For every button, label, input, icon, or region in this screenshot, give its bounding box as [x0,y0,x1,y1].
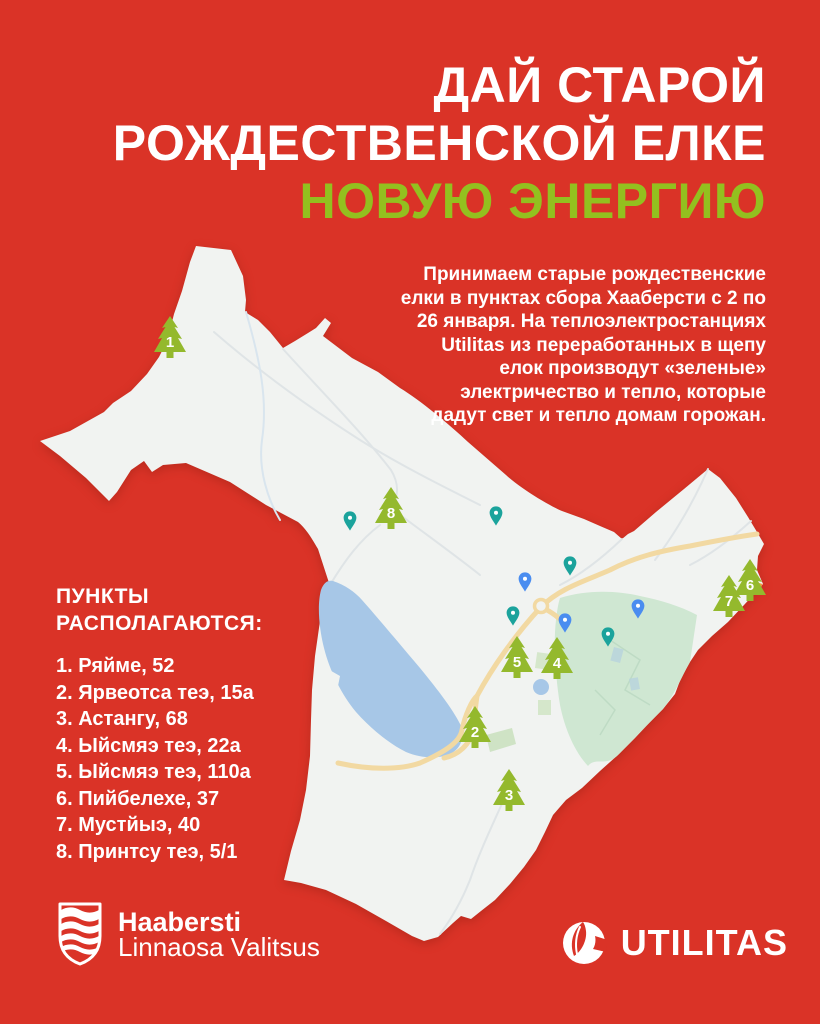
marker-number: 5 [512,654,522,671]
map-marker-tree-8 [373,486,409,530]
map-marker-tree-4 [539,636,575,680]
points-list [56,653,263,865]
map-marker-tree-1 [152,315,188,359]
district-subtitle: Linnaosa Valitsus [118,931,320,962]
district-logo-text [118,906,320,962]
marker-number: 3 [504,787,514,804]
haabersti-shield-icon [58,901,102,967]
intro-line: елки в пунктах сбора Хааберсти с 2 по [400,287,766,309]
utilitas-wordmark: UTILITAS [620,922,788,963]
marker-number: 7 [724,593,734,610]
list-item: 2. Ярвеотса теэ, 15а [56,681,254,704]
poster-title [113,56,766,230]
map-marker-tree-2 [457,705,493,749]
map-marker-tree-5 [499,635,535,679]
title-line-3-accent: НОВУЮ ЭНЕРГИЮ [299,173,766,229]
intro-line: Принимаем старые рождественские [423,264,766,285]
list-item: 1. Ряйме, 52 [56,655,175,677]
marker-number: 4 [552,655,562,672]
district-name: Haabersti [118,906,242,937]
intro-line: электричество и тепло, которые [460,381,766,403]
list-item: 3. Астангу, 68 [56,708,188,730]
intro-line: дадут свет и тепло домам горожан. [431,405,766,426]
points-heading-line-1: ПУНКТЫ [56,585,150,608]
list-item: 7. Мустйыэ, 40 [56,814,201,836]
list-item: 8. Принтсу теэ, 5/1 [56,840,238,863]
collection-points-section [56,583,263,865]
marker-number: 6 [745,577,755,594]
roundabout [535,600,548,613]
intro-line: елок производут «зеленые» [499,358,766,379]
marker-number: 2 [470,724,480,741]
points-heading [56,583,263,637]
pond [533,679,549,695]
utilitas-logo [561,920,788,966]
utilitas-leaf-icon [561,920,607,966]
map-marker-tree-7 [711,574,747,618]
intro-paragraph [401,263,766,428]
list-item: 4. Ыйсмяэ теэ, 22а [56,734,241,757]
haabersti-logo [58,901,320,967]
list-item: 6. Пийбелехе, 37 [56,787,220,810]
map-marker-tree-3 [491,768,527,812]
list-item: 5. Ыйсмяэ теэ, 110а [56,761,251,783]
points-heading-line-2: РАСПОЛАГАЮТСЯ: [56,612,263,635]
title-line-2: РОЖДЕСТВЕНСКОЙ ЕЛКЕ [112,115,766,171]
park-area [555,592,697,766]
intro-line: Utilitas из переработанных в щепу [441,334,766,356]
marker-number: 1 [165,334,175,351]
intro-line: 26 января. На теплоэлектростанциях [416,311,766,332]
title-line-1: ДАЙ СТАРОЙ [433,57,766,113]
marker-number: 8 [386,505,396,522]
